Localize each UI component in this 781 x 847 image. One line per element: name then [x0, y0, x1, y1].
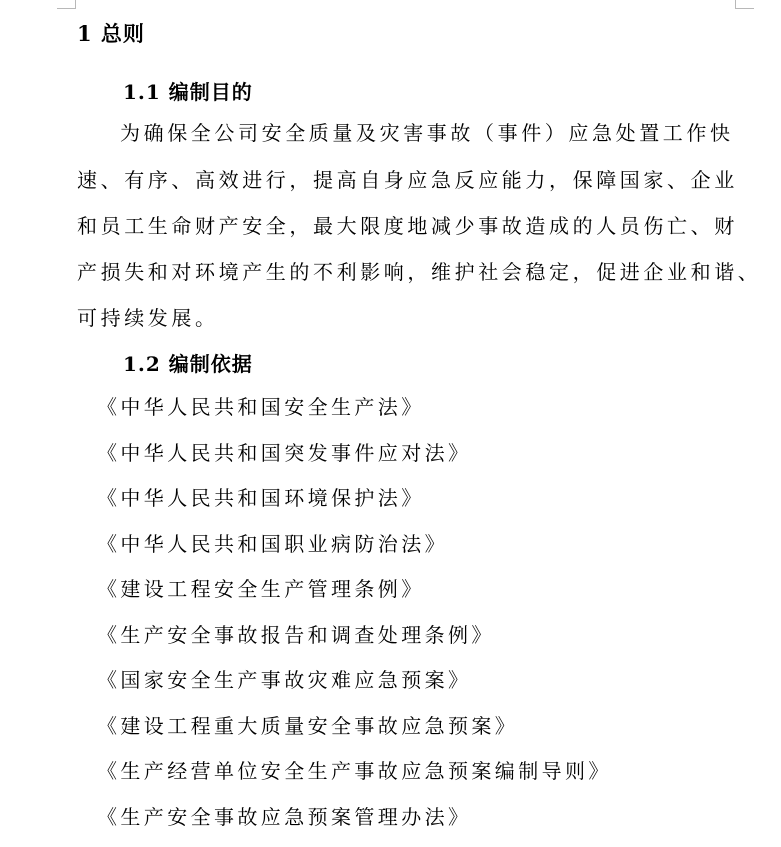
purpose-heading: 1.1 编制目的	[123, 80, 253, 104]
purpose-paragraph-line: 可持续发展。	[77, 306, 219, 330]
purpose-paragraph-line: 产损失和对环境产生的不利影响，维护社会稳定，促进企业和谐、	[77, 260, 762, 284]
reference-list	[97, 392, 612, 847]
section-heading: 1 总则	[77, 21, 145, 46]
reference-item: 《中华人民共和国职业病防治法》	[97, 531, 448, 556]
reference-item: 《建设工程重大质量安全事故应急预案》	[97, 713, 519, 738]
purpose-paragraph-line: 速、有序、高效进行，提高自身应急反应能力，保障国家、企业	[77, 168, 738, 192]
margin-corner-mark-left	[57, 0, 76, 9]
reference-item: 《中华人民共和国安全生产法》	[97, 395, 425, 419]
purpose-paragraph-line: 为确保全公司安全质量及灾害事故（事件）应急处置工作快	[120, 121, 734, 145]
reference-item: 《中华人民共和国环境保护法》	[97, 486, 425, 510]
reference-item: 《生产经营单位安全生产事故应急预案编制导则》	[97, 759, 612, 783]
purpose-paragraph-line: 和员工生命财产安全，最大限度地减少事故造成的人员伤亡、财	[77, 214, 738, 238]
reference-item: 《中华人民共和国突发事件应对法》	[97, 440, 472, 465]
reference-item: 《生产安全事故报告和调查处理条例》	[97, 622, 495, 647]
reference-item: 《国家安全生产事故灾难应急预案》	[97, 668, 472, 692]
reference-item: 《建设工程安全生产管理条例》	[97, 577, 425, 601]
margin-corner-mark-right	[735, 0, 754, 9]
reference-item: 《生产安全事故应急预案管理办法》	[97, 804, 472, 829]
basis-heading: 1.2 编制依据	[123, 352, 253, 376]
